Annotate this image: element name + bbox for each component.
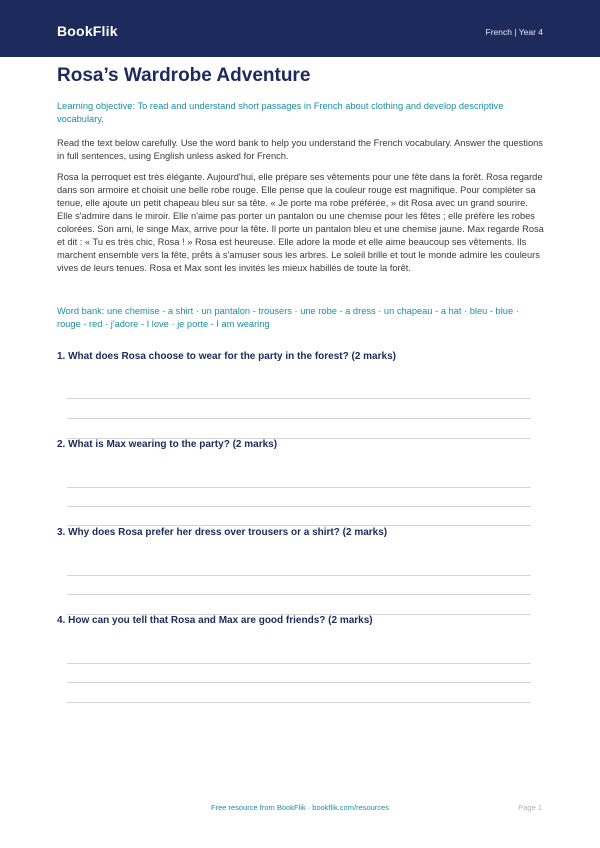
answer-line[interactable] (67, 702, 531, 703)
instructions-text: Read the text below carefully. Use the word bank to help you understand the French vocabulary. Answer the questions in full sentences, using English unless asked for French. (57, 138, 543, 161)
answer-line[interactable] (67, 663, 531, 664)
answer-line[interactable] (67, 594, 531, 595)
answer-line[interactable] (67, 487, 531, 488)
answer-line[interactable] (67, 575, 531, 576)
answer-line[interactable] (67, 398, 531, 399)
page-number: Page 1 (518, 803, 542, 812)
footer-resource-link[interactable]: Free resource from BookFlik · bookflik.com/resources (211, 803, 389, 812)
answer-line[interactable] (67, 525, 531, 526)
question-4: 4. How can you tell that Rosa and Max are good friends? (2 marks) (57, 615, 373, 626)
learning-objective: Learning objective: To read and understand short passages in French about clothing and develop descriptive vocabulary. (57, 101, 504, 124)
answer-line[interactable] (67, 682, 531, 683)
answer-line[interactable] (67, 506, 531, 507)
reading-passage: Rosa la perroquet est très élégante. Aujourd'hui, elle prépare ses vêtements pour une fête dans la forêt. Rosa regarde dans son armoire et choisit une belle robe rouge. Elle pense que la couleur rouge est magnifique. Pour compléter sa tenue, elle ajoute un petit chapeau bleu sur sa tête. « Je porte ma robe préférée, » dit Rosa avec un grand sourire. Elle s'admire dans le miroir. Elle n'aime pas porter un pantalon ou une chemise pour les fêtes ; elle préfère les robes colorées. Son ami, le singe Max, arrive pour la fête. Il porte un pantalon bleu et une chemise jaune. Max regarde Rosa et dit : « Tu es très chic, Rosa ! » Rosa est heureuse. Elle adore la mode et elle aime beaucoup ses vêtements. Ils marchent ensemble vers la fête, prêts à s'amuser sous les arbres. Le soleil brille et tout le monde admire les couleurs vives de leurs tenues. Rosa et Max sont les invités les mieux habillés de toute la forêt. (57, 172, 544, 273)
page-header (0, 0, 600, 57)
brand-logo[interactable]: BookFlik (57, 23, 118, 39)
question-1: 1. What does Rosa choose to wear for the party in the forest? (2 marks) (57, 351, 396, 362)
word-bank: Word bank: une chemise - a shirt · un pantalon - trousers · une robe - a dress · un chapeau - a hat · bleu - blue · rouge - red · j'adore - I love · je porte - I am wearing (57, 306, 519, 329)
subject-year-label: French | Year 4 (485, 27, 543, 37)
worksheet-title: Rosa’s Wardrobe Adventure (57, 65, 311, 86)
question-2: 2. What is Max wearing to the party? (2 marks) (57, 439, 278, 450)
answer-line[interactable] (67, 418, 531, 419)
question-3: 3. Why does Rosa prefer her dress over trousers or a shirt? (2 marks) (57, 527, 388, 538)
